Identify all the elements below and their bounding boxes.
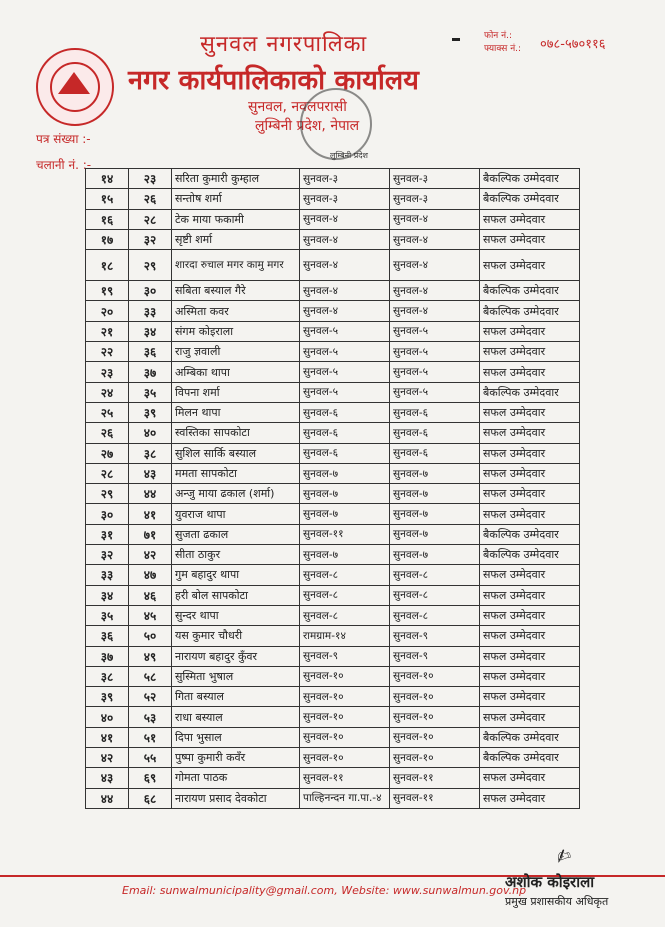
id-cell: ५१ <box>129 727 172 747</box>
permanent-address-cell: रामग्राम-१४ <box>300 626 390 646</box>
ward-cell: सुनवल-१० <box>390 666 480 686</box>
status-cell: बैकल्पिक उम्मेदवार <box>480 545 580 565</box>
letter-number-label: पत्र संख्या :- <box>36 132 91 146</box>
table-row <box>86 788 580 808</box>
id-cell: ३५ <box>129 382 172 402</box>
table-row <box>86 585 580 605</box>
name-cell: सुशिल सार्कि बस्याल <box>172 443 300 463</box>
ward-cell: सुनवल-१० <box>390 707 480 727</box>
ward-cell: सुनवल-४ <box>390 250 480 281</box>
ward-cell: सुनवल-४ <box>390 301 480 321</box>
status-cell: सफल उम्मेदवार <box>480 402 580 422</box>
serial-cell: २१ <box>86 321 129 341</box>
permanent-address-cell: सुनवल-४ <box>300 281 390 301</box>
name-cell: ममता सापकोटा <box>172 463 300 483</box>
serial-cell: ४० <box>86 707 129 727</box>
municipality-name: सुनवल नगरपालिका <box>200 32 368 57</box>
permanent-address-cell: सुनवल-५ <box>300 321 390 341</box>
permanent-address-cell: सुनवल-८ <box>300 585 390 605</box>
municipality-emblem-icon <box>36 48 114 126</box>
name-cell: सीता ठाकुर <box>172 545 300 565</box>
permanent-address-cell: सुनवल-४ <box>300 301 390 321</box>
phone-number: ०७८-५७०११६ <box>540 37 606 52</box>
serial-cell: ३८ <box>86 666 129 686</box>
name-cell: विपना शर्मा <box>172 382 300 402</box>
permanent-address-cell: सुनवल-७ <box>300 504 390 524</box>
permanent-address-cell: सुनवल-१० <box>300 687 390 707</box>
name-cell: सुजता ढकाल <box>172 524 300 544</box>
status-cell: सफल उम्मेदवार <box>480 443 580 463</box>
serial-cell: ३५ <box>86 605 129 625</box>
status-cell: सफल उम्मेदवार <box>480 788 580 808</box>
permanent-address-cell: सुनवल-११ <box>300 768 390 788</box>
phone-label: फोन नं.: <box>484 31 513 41</box>
ward-cell: सुनवल-५ <box>390 342 480 362</box>
serial-cell: १६ <box>86 209 129 229</box>
status-cell: बैकल्पिक उम्मेदवार <box>480 748 580 768</box>
status-cell: सफल उम्मेदवार <box>480 687 580 707</box>
id-cell: ६९ <box>129 768 172 788</box>
name-cell: नारायण प्रसाद देवकोटा <box>172 788 300 808</box>
status-cell: सफल उम्मेदवार <box>480 362 580 382</box>
permanent-address-cell: सुनवल-११ <box>300 524 390 544</box>
permanent-address-cell: सुनवल-१० <box>300 727 390 747</box>
ward-cell: सुनवल-३ <box>390 189 480 209</box>
serial-cell: ४४ <box>86 788 129 808</box>
table-row <box>86 229 580 249</box>
permanent-address-cell: सुनवल-१० <box>300 707 390 727</box>
id-cell: ४६ <box>129 585 172 605</box>
status-cell: सफल उम्मेदवार <box>480 666 580 686</box>
id-cell: ३३ <box>129 301 172 321</box>
name-cell: सुस्मिता भुषाल <box>172 666 300 686</box>
table-row <box>86 169 580 189</box>
ward-cell: सुनवल-७ <box>390 524 480 544</box>
table-row <box>86 687 580 707</box>
serial-cell: ३७ <box>86 646 129 666</box>
ward-cell: सुनवल-६ <box>390 423 480 443</box>
id-cell: ४५ <box>129 605 172 625</box>
ward-cell: सुनवल-११ <box>390 788 480 808</box>
id-cell: ३८ <box>129 443 172 463</box>
separator-mark <box>452 38 460 41</box>
permanent-address-cell: सुनवल-५ <box>300 342 390 362</box>
ward-cell: सुनवल-७ <box>390 504 480 524</box>
serial-cell: १९ <box>86 281 129 301</box>
status-cell: सफल उम्मेदवार <box>480 605 580 625</box>
ward-cell: सुनवल-६ <box>390 443 480 463</box>
serial-cell: ३३ <box>86 565 129 585</box>
table-row <box>86 626 580 646</box>
permanent-address-cell: सुनवल-७ <box>300 484 390 504</box>
ward-cell: सुनवल-९ <box>390 646 480 666</box>
footer-contact: Email: sunwalmunicipality@gmail.com, Website: www.sunwalmun.gov.np <box>122 884 527 897</box>
serial-cell: २९ <box>86 484 129 504</box>
signatory-title: प्रमुख प्रशासकीय अधिकृत <box>505 895 609 908</box>
id-cell: ७१ <box>129 524 172 544</box>
ward-cell: सुनवल-५ <box>390 321 480 341</box>
table-row <box>86 423 580 443</box>
ward-cell: सुनवल-७ <box>390 484 480 504</box>
table-row <box>86 321 580 341</box>
permanent-address-cell: सुनवल-४ <box>300 209 390 229</box>
status-cell: बैकल्पिक उम्मेदवार <box>480 281 580 301</box>
status-cell: सफल उम्मेदवार <box>480 646 580 666</box>
id-cell: ४४ <box>129 484 172 504</box>
table-row <box>86 605 580 625</box>
status-cell: बैकल्पिक उम्मेदवार <box>480 189 580 209</box>
id-cell: ४२ <box>129 545 172 565</box>
status-cell: बैकल्पिक उम्मेदवार <box>480 524 580 544</box>
ward-cell: सुनवल-४ <box>390 281 480 301</box>
table-row <box>86 748 580 768</box>
id-cell: ५० <box>129 626 172 646</box>
serial-cell: ३६ <box>86 626 129 646</box>
table-row <box>86 524 580 544</box>
emblem-mountain-icon <box>58 72 90 94</box>
serial-cell: ३९ <box>86 687 129 707</box>
table-row <box>86 189 580 209</box>
name-cell: सुन्दर थापा <box>172 605 300 625</box>
serial-cell: ३१ <box>86 524 129 544</box>
serial-cell: १७ <box>86 229 129 249</box>
table-row <box>86 382 580 402</box>
serial-cell: ३० <box>86 504 129 524</box>
signatory-name: अशोक कोइराला <box>505 873 595 891</box>
status-cell: सफल उम्मेदवार <box>480 342 580 362</box>
table-row <box>86 565 580 585</box>
serial-cell: २२ <box>86 342 129 362</box>
name-cell: अस्मिता कवर <box>172 301 300 321</box>
permanent-address-cell: सुनवल-३ <box>300 189 390 209</box>
permanent-address-cell: सुनवल-६ <box>300 423 390 443</box>
name-cell: स्वस्तिका सापकोटा <box>172 423 300 443</box>
ward-cell: सुनवल-७ <box>390 463 480 483</box>
name-cell: गुम बहादुर थापा <box>172 565 300 585</box>
name-cell: सरिता कुमारी कुम्हाल <box>172 169 300 189</box>
ward-cell: सुनवल-१० <box>390 727 480 747</box>
status-cell: सफल उम्मेदवार <box>480 229 580 249</box>
candidate-table <box>85 168 580 809</box>
id-cell: ५२ <box>129 687 172 707</box>
status-cell: सफल उम्मेदवार <box>480 321 580 341</box>
serial-cell: २५ <box>86 402 129 422</box>
status-cell: सफल उम्मेदवार <box>480 463 580 483</box>
name-cell: यस कुमार चौधरी <box>172 626 300 646</box>
table-row <box>86 545 580 565</box>
name-cell: मिलन थापा <box>172 402 300 422</box>
id-cell: ४३ <box>129 463 172 483</box>
name-cell: नारायण बहादुर कुँवर <box>172 646 300 666</box>
status-cell: सफल उम्मेदवार <box>480 484 580 504</box>
table-row <box>86 727 580 747</box>
permanent-address-cell: पाल्हिनन्दन गा.पा.-४ <box>300 788 390 808</box>
status-cell: बैकल्पिक उम्मेदवार <box>480 169 580 189</box>
ward-cell: सुनवल-६ <box>390 402 480 422</box>
signature-mark-icon: ✍ <box>552 844 575 869</box>
id-cell: ५५ <box>129 748 172 768</box>
status-cell: सफल उम्मेदवार <box>480 209 580 229</box>
serial-cell: २६ <box>86 423 129 443</box>
status-cell: सफल उम्मेदवार <box>480 707 580 727</box>
name-cell: राजु ज्ञवाली <box>172 342 300 362</box>
dispatch-number-label: चलानी नं. :- <box>36 158 92 172</box>
table-row <box>86 768 580 788</box>
id-cell: २६ <box>129 189 172 209</box>
id-cell: २३ <box>129 169 172 189</box>
table-row <box>86 707 580 727</box>
serial-cell: ३४ <box>86 585 129 605</box>
permanent-address-cell: सुनवल-७ <box>300 545 390 565</box>
status-cell: बैकल्पिक उम्मेदवार <box>480 301 580 321</box>
serial-cell: ४२ <box>86 748 129 768</box>
status-cell: सफल उम्मेदवार <box>480 423 580 443</box>
name-cell: शारदा रुचाल मगर कामु मगर <box>172 250 300 281</box>
table-row <box>86 250 580 281</box>
serial-cell: २० <box>86 301 129 321</box>
letterhead <box>0 0 665 170</box>
id-cell: ३० <box>129 281 172 301</box>
table-row <box>86 646 580 666</box>
table-row <box>86 443 580 463</box>
serial-cell: ३२ <box>86 545 129 565</box>
id-cell: ४९ <box>129 646 172 666</box>
table-row <box>86 463 580 483</box>
ward-cell: सुनवल-१० <box>390 687 480 707</box>
id-cell: ३६ <box>129 342 172 362</box>
id-cell: २९ <box>129 250 172 281</box>
table-row <box>86 342 580 362</box>
permanent-address-cell: सुनवल-७ <box>300 463 390 483</box>
permanent-address-cell: सुनवल-४ <box>300 250 390 281</box>
name-cell: हरी बोल सापकोटा <box>172 585 300 605</box>
ward-cell: सुनवल-७ <box>390 545 480 565</box>
office-title: नगर कार्यपालिकाको कार्यालय <box>128 65 419 96</box>
permanent-address-cell: सुनवल-१० <box>300 748 390 768</box>
name-cell: सबिता बस्याल गैरे <box>172 281 300 301</box>
status-cell: सफल उम्मेदवार <box>480 768 580 788</box>
ward-cell: सुनवल-८ <box>390 605 480 625</box>
name-cell: अम्बिका थापा <box>172 362 300 382</box>
status-cell: सफल उम्मेदवार <box>480 585 580 605</box>
ward-cell: सुनवल-४ <box>390 229 480 249</box>
fax-label: फ्याक्स नं.: <box>484 44 522 54</box>
serial-cell: २८ <box>86 463 129 483</box>
name-cell: युवराज थापा <box>172 504 300 524</box>
permanent-address-cell: सुनवल-६ <box>300 402 390 422</box>
status-cell: सफल उम्मेदवार <box>480 504 580 524</box>
ward-cell: सुनवल-११ <box>390 768 480 788</box>
serial-cell: १५ <box>86 189 129 209</box>
table-row <box>86 209 580 229</box>
serial-cell: ४३ <box>86 768 129 788</box>
table-row <box>86 362 580 382</box>
address-line-1: सुनवल, नवलपरासी <box>248 99 347 115</box>
permanent-address-cell: सुनवल-९ <box>300 646 390 666</box>
permanent-address-cell: सुनवल-८ <box>300 605 390 625</box>
serial-cell: २७ <box>86 443 129 463</box>
ward-cell: सुनवल-८ <box>390 585 480 605</box>
contact-labels <box>484 30 521 56</box>
ward-cell: सुनवल-५ <box>390 362 480 382</box>
name-cell: गोमता पाठक <box>172 768 300 788</box>
id-cell: ३२ <box>129 229 172 249</box>
permanent-address-cell: सुनवल-५ <box>300 382 390 402</box>
candidate-table-body <box>86 169 580 809</box>
id-cell: ४७ <box>129 565 172 585</box>
ward-cell: सुनवल-३ <box>390 169 480 189</box>
id-cell: ४१ <box>129 504 172 524</box>
permanent-address-cell: सुनवल-१० <box>300 666 390 686</box>
status-cell: बैकल्पिक उम्मेदवार <box>480 382 580 402</box>
table-row <box>86 402 580 422</box>
id-cell: ६८ <box>129 788 172 808</box>
table-row <box>86 281 580 301</box>
status-cell: सफल उम्मेदवार <box>480 565 580 585</box>
permanent-address-cell: सुनवल-८ <box>300 565 390 585</box>
name-cell: टेक माया फकामी <box>172 209 300 229</box>
name-cell: सृष्टी शर्मा <box>172 229 300 249</box>
name-cell: सन्तोष शर्मा <box>172 189 300 209</box>
permanent-address-cell: सुनवल-५ <box>300 362 390 382</box>
ward-cell: सुनवल-४ <box>390 209 480 229</box>
stamp-text: लुम्बिनी प्रदेश <box>330 151 368 160</box>
name-cell: पुष्पा कुमारी कवँर <box>172 748 300 768</box>
ward-cell: सुनवल-९ <box>390 626 480 646</box>
id-cell: ५८ <box>129 666 172 686</box>
serial-cell: १४ <box>86 169 129 189</box>
serial-cell: १८ <box>86 250 129 281</box>
ward-cell: सुनवल-८ <box>390 565 480 585</box>
name-cell: संगम कोइराला <box>172 321 300 341</box>
permanent-address-cell: सुनवल-४ <box>300 229 390 249</box>
name-cell: अन्जु माया ढकाल (शर्मा) <box>172 484 300 504</box>
table-row <box>86 666 580 686</box>
serial-cell: २४ <box>86 382 129 402</box>
name-cell: राधा बस्याल <box>172 707 300 727</box>
id-cell: ३७ <box>129 362 172 382</box>
name-cell: गिता बस्याल <box>172 687 300 707</box>
ward-cell: सुनवल-५ <box>390 382 480 402</box>
name-cell: दिपा भुसाल <box>172 727 300 747</box>
serial-cell: २३ <box>86 362 129 382</box>
id-cell: ३४ <box>129 321 172 341</box>
ward-cell: सुनवल-१० <box>390 748 480 768</box>
table-row <box>86 504 580 524</box>
permanent-address-cell: सुनवल-६ <box>300 443 390 463</box>
table-row <box>86 301 580 321</box>
id-cell: ४० <box>129 423 172 443</box>
id-cell: ५३ <box>129 707 172 727</box>
status-cell: सफल उम्मेदवार <box>480 626 580 646</box>
status-cell: बैकल्पिक उम्मेदवार <box>480 727 580 747</box>
serial-cell: ४१ <box>86 727 129 747</box>
permanent-address-cell: सुनवल-३ <box>300 169 390 189</box>
id-cell: २८ <box>129 209 172 229</box>
status-cell: सफल उम्मेदवार <box>480 250 580 281</box>
table-row <box>86 484 580 504</box>
id-cell: ३९ <box>129 402 172 422</box>
address-line-2: लुम्बिनी प्रदेश, नेपाल <box>255 118 360 134</box>
